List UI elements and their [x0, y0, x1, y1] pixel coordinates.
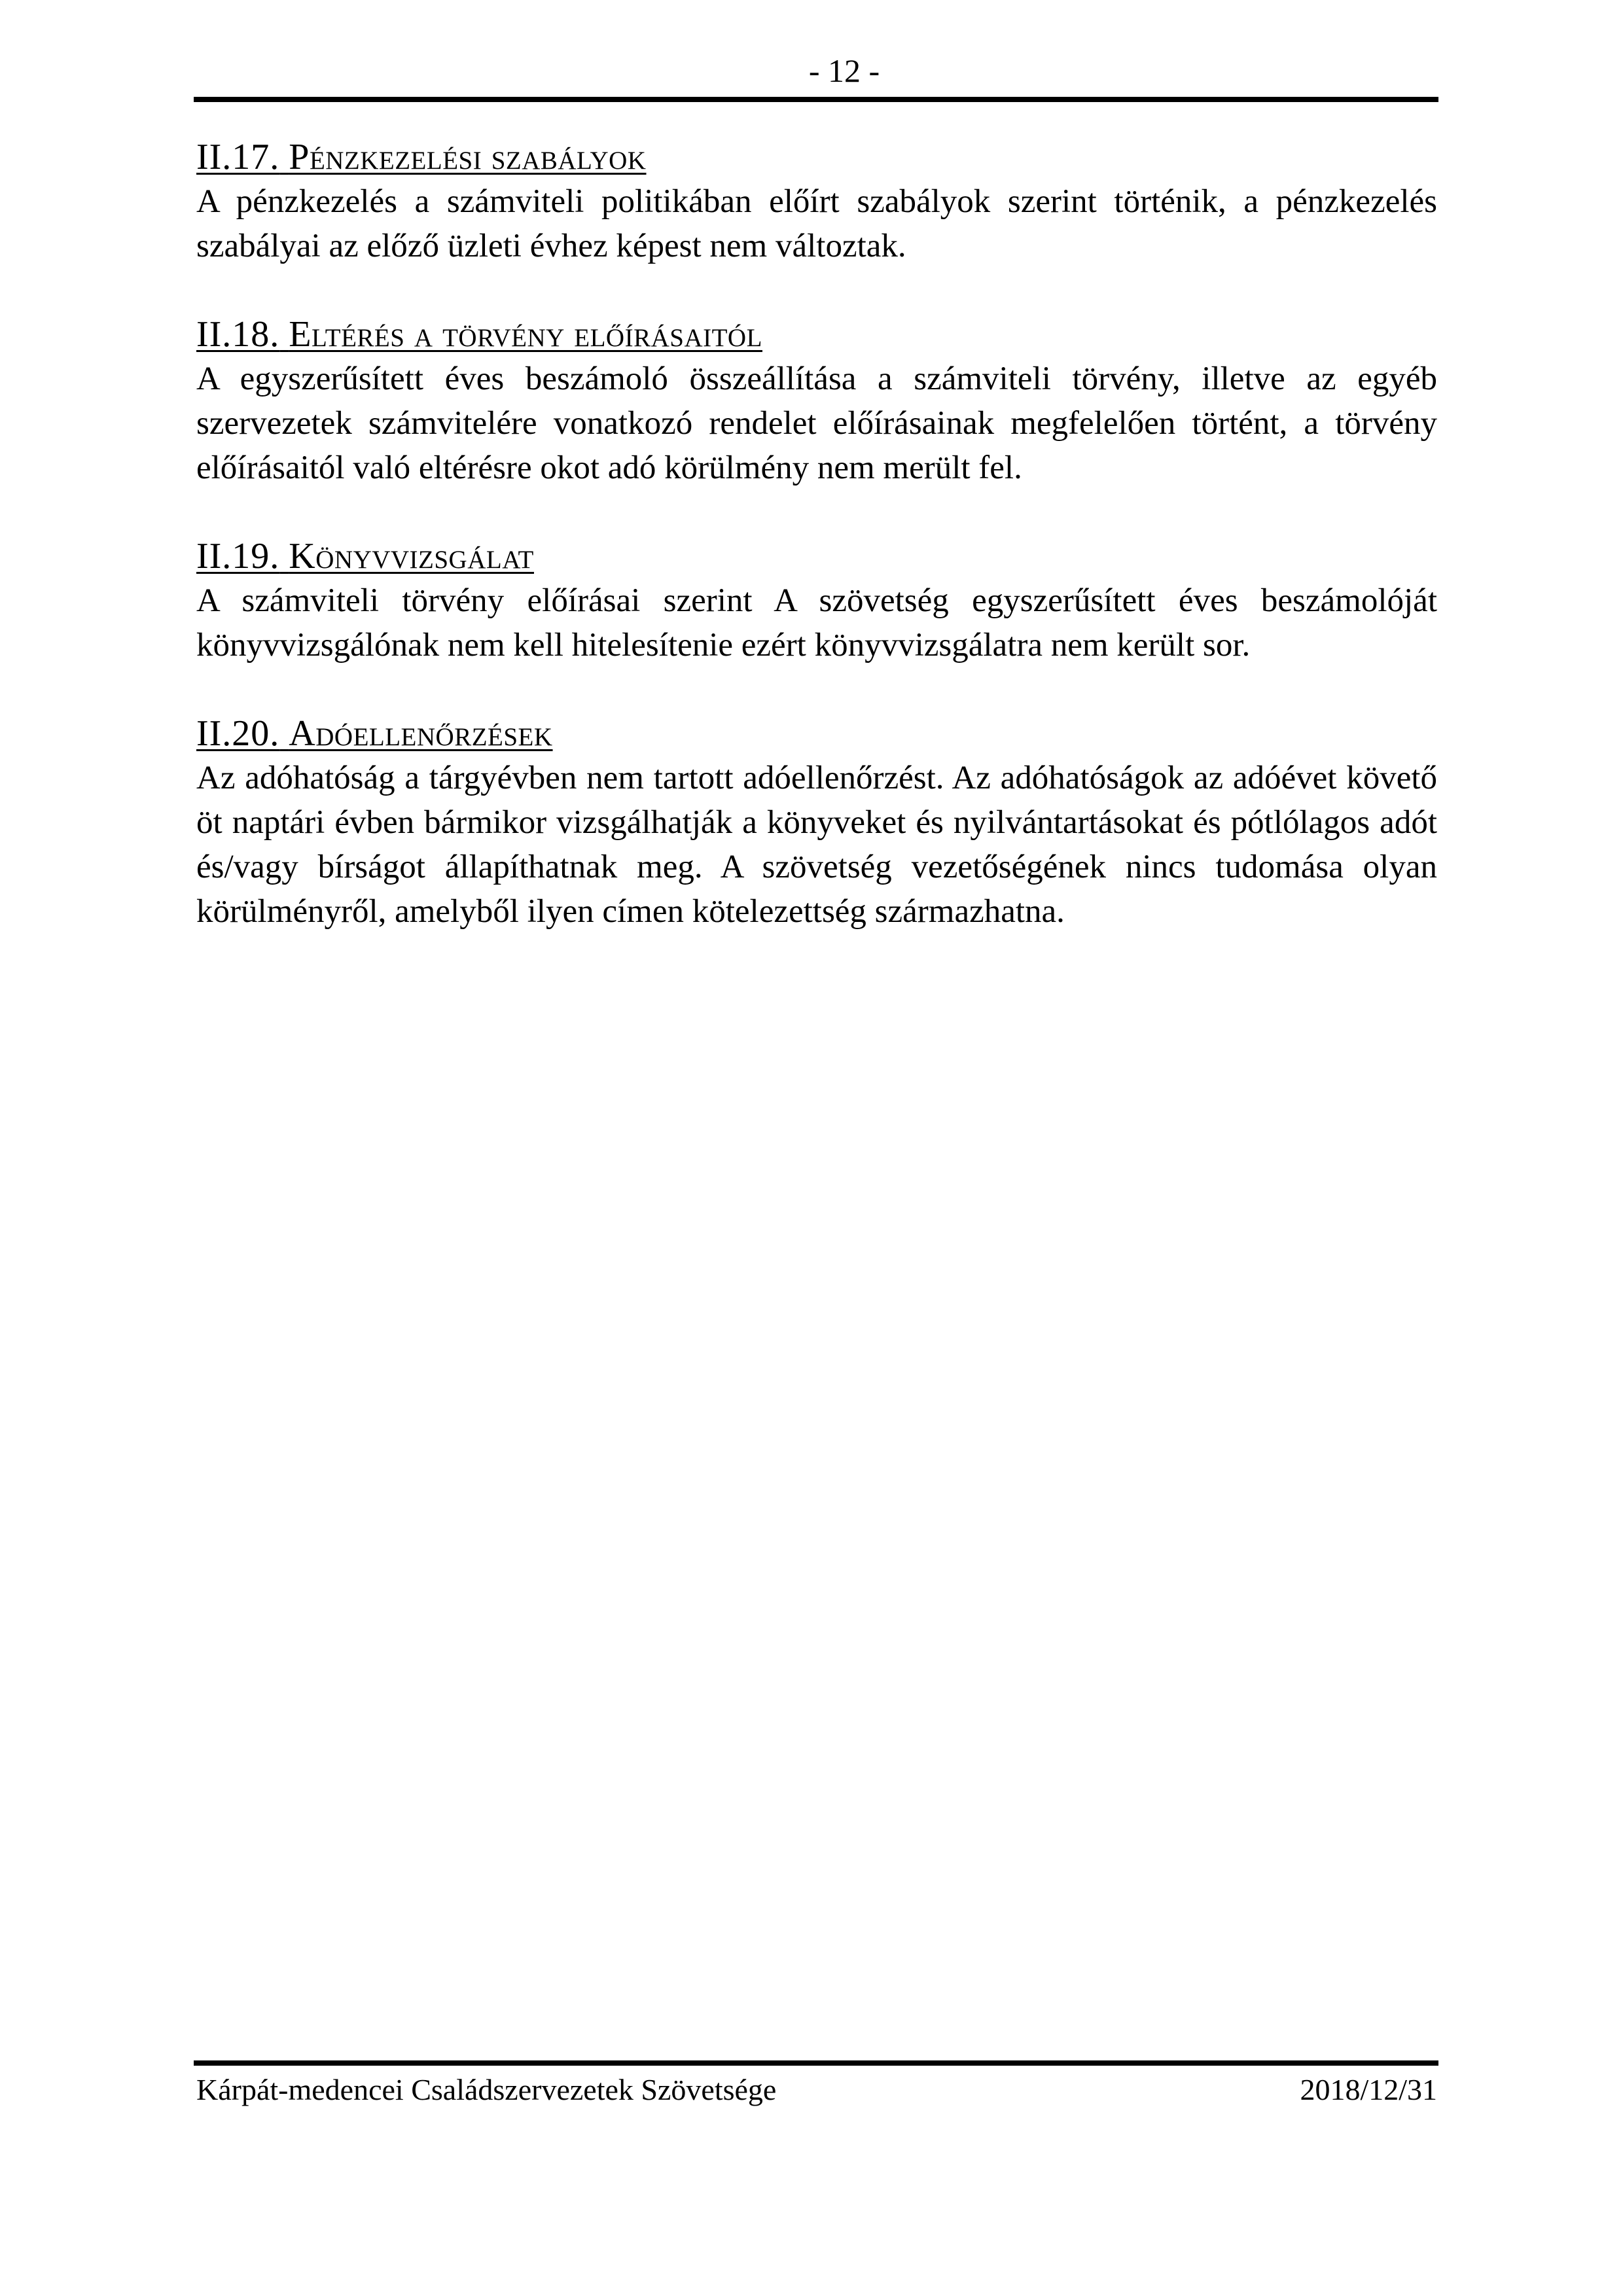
section-body: A számviteli törvény előírásai szerint A szövetség egyszerűsített éves beszámolóját könyvvizsgálónak nem kell hitelesítenie ezért könyvvizsgálatra nem került sor.: [196, 582, 1437, 663]
section-body: Az adóhatóság a tárgyévben nem tartott adóellenőrzést. Az adóhatóságok az adóévet követő öt naptári évben bármikor vizsgálhatják a könyveket és nyilvántartásokat és pótlólagos adót és/vagy bírságot állapíthatnak meg. A szövetség vezetőségének nincs tudomása olyan körülményről, amelyből ilyen címen kötelezettség származhatna.: [196, 760, 1437, 930]
page-number: - 12 -: [808, 52, 880, 89]
section-title: Könyvvizsgálat: [289, 536, 534, 576]
section-number: II.17.: [196, 137, 280, 177]
section-number: II.20.: [196, 713, 280, 754]
footer-date: 2018/12/31: [1300, 2073, 1437, 2106]
document-body: [196, 135, 1437, 978]
page-footer: [196, 2072, 1437, 2108]
section-heading: [196, 135, 1437, 179]
section-penzkezelesi-szabalyok: [196, 135, 1437, 268]
section-number: II.18.: [196, 314, 280, 355]
section-body: A pénzkezelés a számviteli politikában előírt szabályok szerint történik, a pénzkezelés szabályai az előző üzleti évhez képest nem változtak.: [196, 183, 1437, 264]
section-title: Adóellenőrzések: [289, 713, 553, 754]
section-heading-underline: [196, 314, 762, 355]
section-heading: [196, 312, 1437, 357]
section-number: II.19.: [196, 536, 280, 576]
section-konyvvizsgalat: [196, 534, 1437, 667]
section-heading: [196, 534, 1437, 578]
section-heading-underline: [196, 713, 553, 754]
section-heading-underline: [196, 536, 534, 576]
footer-organization: Kárpát-medencei Családszervezetek Szövetsége: [196, 2073, 777, 2106]
section-elteres-a-torveny-eloirasaitol: [196, 312, 1437, 490]
section-heading: [196, 711, 1437, 756]
footer-divider: [194, 2060, 1438, 2066]
section-title: Eltérés a törvény előírásaitól: [289, 314, 762, 355]
section-adoellenorzesek: [196, 711, 1437, 934]
section-body: A egyszerűsített éves beszámoló összeállítása a számviteli törvény, illetve az egyéb szervezetek számvitelére vonatkozó rendelet előírásainak megfelelően történt, a törvény előírásaitól való eltérésre okot adó körülmény nem merült fel.: [196, 361, 1437, 486]
section-heading-underline: [196, 137, 646, 177]
header-divider: [194, 97, 1438, 102]
section-title: Pénzkezelési szabályok: [289, 137, 647, 177]
